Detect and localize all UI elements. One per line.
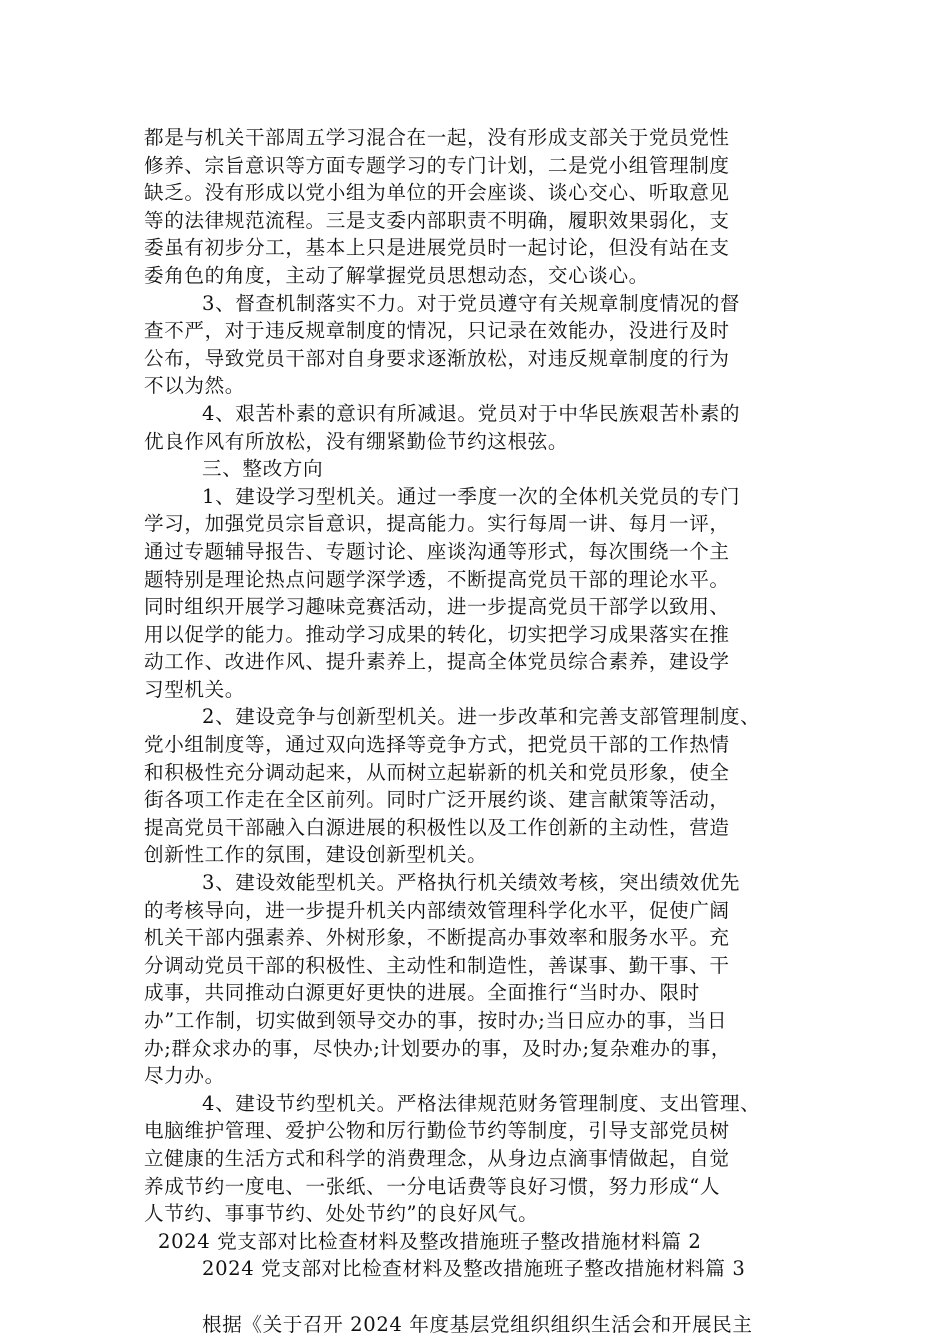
text-line: 动工作、改进作风、提升素养上，提高全体党员综合素养，建设学 <box>144 650 730 674</box>
text-line: 办;群众求办的事，尽快办;计划要办的事，及时办;复杂难办的事， <box>144 1036 732 1060</box>
text-line: 根据《关于召开 2024 年度基层党组织组织生活会和开展民主 <box>202 1312 753 1336</box>
text-line: 优良作风有所放松，没有绷紧勤俭节约这根弦。 <box>144 429 569 453</box>
text-line: 公布，导致党员干部对自身要求逐渐放松，对违反规章制度的行为 <box>144 346 730 370</box>
text-line: 不以为然。 <box>144 374 245 398</box>
blank-line <box>144 1283 814 1311</box>
text-line: 2、建设竞争与创新型机关。进一步改革和完善支部管理制度、 <box>202 705 761 729</box>
text-line: 办”工作制，切实做到领导交办的事，按时办;当日应办的事，当日 <box>144 1009 728 1032</box>
text-line: 和积极性充分调动起来，从而树立起崭新的机关和党员形象，使全 <box>144 760 730 784</box>
text-line: 养成节约一度电、一张纸、一分电话费等良好习惯，努力形成“人 <box>144 1174 721 1198</box>
text-line: 委角色的角度，主动了解掌握党员思想动态，交心谈心。 <box>144 263 649 287</box>
text-line: 2024 党支部对比检查材料及整改措施班子整改措施材料篇 3 <box>202 1257 746 1281</box>
text-line: 都是与机关干部周五学习混合在一起，没有形成支部关于党员党性 <box>144 126 730 149</box>
text-line: 成事，共同推动白源更好更快的进展。全面推行“当时办、限时 <box>144 981 700 1005</box>
text-line: 缺乏。没有形成以党小组为单位的开会座谈、谈心交心、听取意见 <box>144 181 730 205</box>
text-line: 尽力办。 <box>144 1064 225 1088</box>
text-line: 电脑维护管理、爱护公物和厉行勤俭节约等制度，引导支部党员树 <box>144 1119 730 1143</box>
text-line: 2024 党支部对比检查材料及整改措施班子整改措施材料篇 2 <box>158 1229 702 1253</box>
text-line: 等的法律规范流程。三是支委内部职责不明确，履职效果弱化，支 <box>144 208 730 232</box>
text-line: 题特别是理论热点问题学深学透，不断提高党员干部的理论水平。 <box>144 567 730 591</box>
text-line: 同时组织开展学习趣味竞赛活动，进一步提高党员干部学以致用、 <box>144 595 730 619</box>
text-line: 机关干部内强素养、外树形象，不断提高办事效率和服务水平。充 <box>144 926 730 950</box>
text-line: 学习，加强党员宗旨意识，提高能力。实行每周一讲、每月一评， <box>144 512 730 536</box>
text-line: 1、建设学习型机关。通过一季度一次的全体机关党员的专门 <box>202 484 741 508</box>
text-line: 查不严，对于违反规章制度的情况，只记录在效能办，没进行及时 <box>144 319 730 343</box>
text-line: 用以促学的能力。推动学习成果的转化，切实把学习成果落实在推 <box>144 622 730 646</box>
text-line: 三、整改方向 <box>202 457 324 481</box>
text-line: 习型机关。 <box>144 677 245 701</box>
text-line: 3、督查机制落实不力。对于党员遵守有关规章制度情况的督 <box>202 291 741 315</box>
text-line: 人节约、事事节约、处处节约”的良好风气。 <box>144 1202 539 1226</box>
text-line: 4、建设节约型机关。严格法律规范财务管理制度、支出管理、 <box>202 1091 761 1115</box>
text-line: 通过专题辅导报告、专题讨论、座谈沟通等形式，每次围绕一个主 <box>144 539 730 563</box>
text-line: 3、建设效能型机关。严格执行机关绩效考核，突出绩效优先 <box>202 871 741 895</box>
text-line: 党小组制度等，通过双向选择等竞争方式，把党员干部的工作热情 <box>144 733 730 757</box>
text-line: 4、艰苦朴素的意识有所减退。党员对于中华民族艰苦朴素的 <box>202 401 741 425</box>
text-line: 提高党员干部融入白源进展的积极性以及工作创新的主动性，营造 <box>144 815 730 839</box>
text-line: 街各项工作走在全区前列。同时广泛开展约谈、建言献策等活动， <box>144 788 730 812</box>
text-line: 分调动党员干部的积极性、主动性和制造性，善谋事、勤干事、干 <box>144 953 730 977</box>
text-line: 立健康的生活方式和科学的消费理念，从身边点滴事情做起，自觉 <box>144 1146 730 1170</box>
document-body <box>144 124 814 1338</box>
text-line: 修养、宗旨意识等方面专题学习的专门计划，二是党小组管理制度 <box>144 153 730 177</box>
text-line: 的考核导向，进一步提升机关内部绩效管理科学化水平，促使广阔 <box>144 898 730 922</box>
text-line: 委虽有初步分工，基本上只是进展党员时一起讨论，但没有站在支 <box>144 236 730 260</box>
text-line: 创新性工作的氛围，建设创新型机关。 <box>144 843 488 867</box>
